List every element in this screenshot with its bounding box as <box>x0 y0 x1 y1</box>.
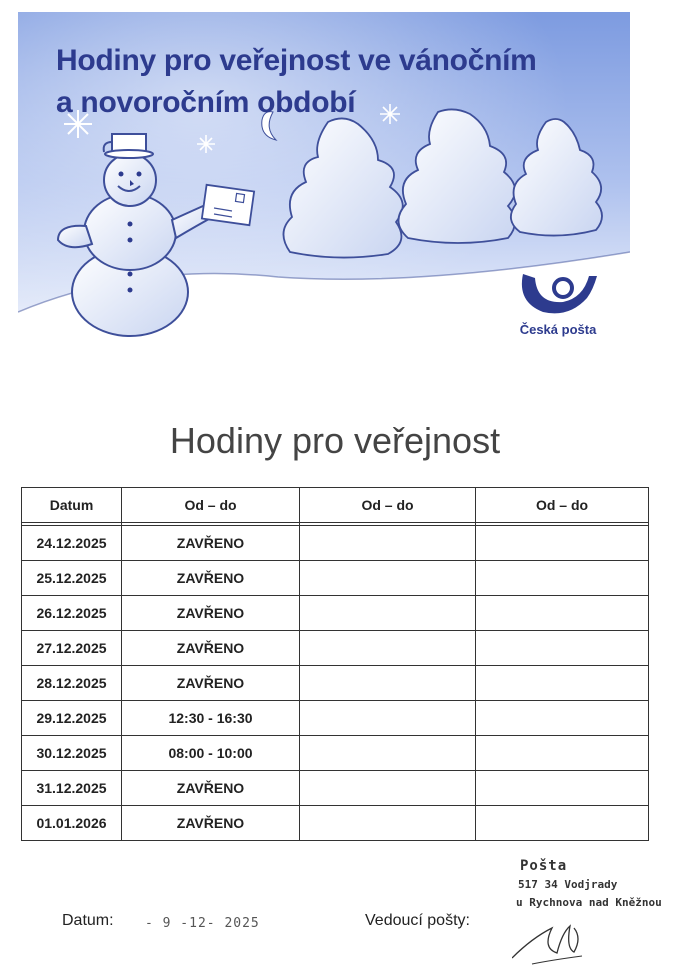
header-slot-2: Od – do <box>300 488 476 523</box>
cell-slot-3 <box>476 596 649 631</box>
opening-hours-table <box>21 487 649 841</box>
stamp-line3: u Rychnova nad Kněžnou <box>516 896 662 909</box>
cell-slot-1: ZAVŘENO <box>122 771 300 806</box>
cell-date: 30.12.2025 <box>22 736 122 771</box>
ceska-posta-logo <box>513 272 603 352</box>
cell-slot-3 <box>476 631 649 666</box>
stamp-line2: 517 34 Vodjrady <box>518 878 618 891</box>
table-row <box>22 771 649 806</box>
footer-date-label: Datum: <box>62 912 114 929</box>
cell-date: 28.12.2025 <box>22 666 122 701</box>
page-heading: Hodiny pro veřejnost <box>169 420 501 461</box>
header-slot-1: Od – do <box>122 488 300 523</box>
cell-date: 01.01.2026 <box>22 806 122 841</box>
cell-date: 25.12.2025 <box>22 561 122 596</box>
table-row <box>22 596 649 631</box>
banner-title-line1: Hodiny pro veřejnost ve vánočním <box>56 44 537 77</box>
footer-date-value: - 9 -12- 2025 <box>145 916 260 931</box>
cell-slot-3 <box>476 526 649 561</box>
stamp-line1: Pošta <box>520 858 568 874</box>
ceska-posta-horn-logo <box>513 272 603 322</box>
cell-slot-2 <box>300 596 476 631</box>
table-row <box>22 806 649 841</box>
logo-text: Česká pošta <box>519 322 597 337</box>
cell-date: 27.12.2025 <box>22 631 122 666</box>
cell-slot-1: 12:30 - 16:30 <box>122 701 300 736</box>
cell-slot-1: ZAVŘENO <box>122 666 300 701</box>
cell-slot-1: ZAVŘENO <box>122 806 300 841</box>
envelope-icon <box>202 185 254 225</box>
cell-slot-2 <box>300 631 476 666</box>
banner-title <box>56 40 537 124</box>
cell-date: 31.12.2025 <box>22 771 122 806</box>
cell-slot-1: 08:00 - 10:00 <box>122 736 300 771</box>
cell-slot-2 <box>300 736 476 771</box>
table-row <box>22 631 649 666</box>
footer-head-label: Vedoucí pošty: <box>365 912 470 929</box>
cell-slot-3 <box>476 701 649 736</box>
banner-title-line2: a novoročním období <box>56 86 356 119</box>
cell-date: 24.12.2025 <box>22 526 122 561</box>
cell-slot-1: ZAVŘENO <box>122 631 300 666</box>
cell-slot-2 <box>300 526 476 561</box>
table-row <box>22 736 649 771</box>
cell-slot-2 <box>300 666 476 701</box>
table-row <box>22 666 649 701</box>
cell-slot-1: ZAVŘENO <box>122 561 300 596</box>
cell-slot-1: ZAVŘENO <box>122 596 300 631</box>
header-banner <box>18 12 630 390</box>
table-row <box>22 526 649 561</box>
post-office-stamp <box>512 858 682 968</box>
cell-slot-3 <box>476 771 649 806</box>
cell-date: 26.12.2025 <box>22 596 122 631</box>
header-date: Datum <box>22 488 122 523</box>
cell-slot-2 <box>300 701 476 736</box>
header-slot-3: Od – do <box>476 488 649 523</box>
cell-date: 29.12.2025 <box>22 701 122 736</box>
signature-icon <box>512 898 682 968</box>
cell-slot-3 <box>476 736 649 771</box>
cell-slot-2 <box>300 806 476 841</box>
table-header-row <box>22 488 649 523</box>
cell-slot-3 <box>476 806 649 841</box>
table-row <box>22 561 649 596</box>
cell-slot-2 <box>300 561 476 596</box>
cell-slot-2 <box>300 771 476 806</box>
cell-slot-3 <box>476 561 649 596</box>
cell-slot-3 <box>476 666 649 701</box>
table-row <box>22 701 649 736</box>
cell-slot-1: ZAVŘENO <box>122 526 300 561</box>
